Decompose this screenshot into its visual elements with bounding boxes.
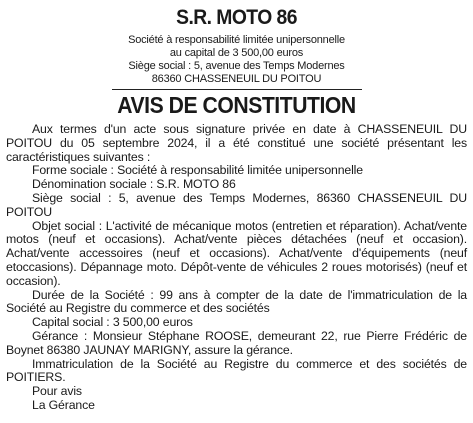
company-address-city: 86360 CHASSENEUIL DU POITOU — [151, 73, 322, 85]
intro-paragraph: Aux termes d'un acte sous signature privée en date à CHASSENEUIL DU POITOU du 05 septembre 2024, il a été constitué une société présentant les caractéristiques suivantes : — [6, 122, 467, 164]
notice-title: AVIS DE CONSTITUTION — [117, 92, 356, 118]
company-name: S.R. MOTO 86 — [176, 6, 297, 29]
purpose-paragraph: Objet social : L'activité de mécanique motos (entretien et réparation). Achat/vente motos (neuf et occasions). Achat/vente pièces détachées (neuf et occasion). Achat/vente accessoires (neuf et occasions). Achat/vente d'équipements (neuf etoccasions). Dépannage moto. Dépôt-vente de véhicules 2 roues motorisés) (neuf et occasion). — [6, 218, 467, 288]
company-legal-form: Société à responsabilité limitée unipersonnelle — [128, 34, 345, 46]
capital-line: Capital social : 3 500,00 euros — [32, 315, 193, 330]
divider-rule — [112, 89, 362, 90]
duration-paragraph: Durée de la Société : 99 ans à compter de la date de l'immatriculation de la Société au Registre du commerce et des sociétés — [6, 287, 467, 316]
registered-office-line: Siège social : 5, avenue des Temps Modernes, 86360 CHASSENEUIL DU POITOU — [6, 190, 467, 219]
company-address-street: Siège social : 5, avenue des Temps Modernes — [128, 60, 345, 72]
company-capital: au capital de 3 500,00 euros — [169, 47, 304, 59]
company-name-line: Dénomination sociale : S.R. MOTO 86 — [32, 177, 236, 192]
company-info — [6, 34, 467, 86]
registration-paragraph: Immatriculation de la Société au Registre du commerce et des sociétés de POITIERS. — [6, 356, 467, 385]
signature-line: La Gérance — [32, 397, 95, 412]
management-paragraph: Gérance : Monsieur Stéphane ROOSE, demeurant 22, rue Pierre Frédéric de Boynet 86380 JAUNAY MARIGNY, assure la gérance. — [6, 328, 467, 357]
legal-form-line: Forme sociale : Société à responsabilité limitée unipersonnelle — [32, 163, 363, 178]
pour-avis-line: Pour avis — [32, 384, 82, 399]
notice-body — [6, 123, 467, 413]
